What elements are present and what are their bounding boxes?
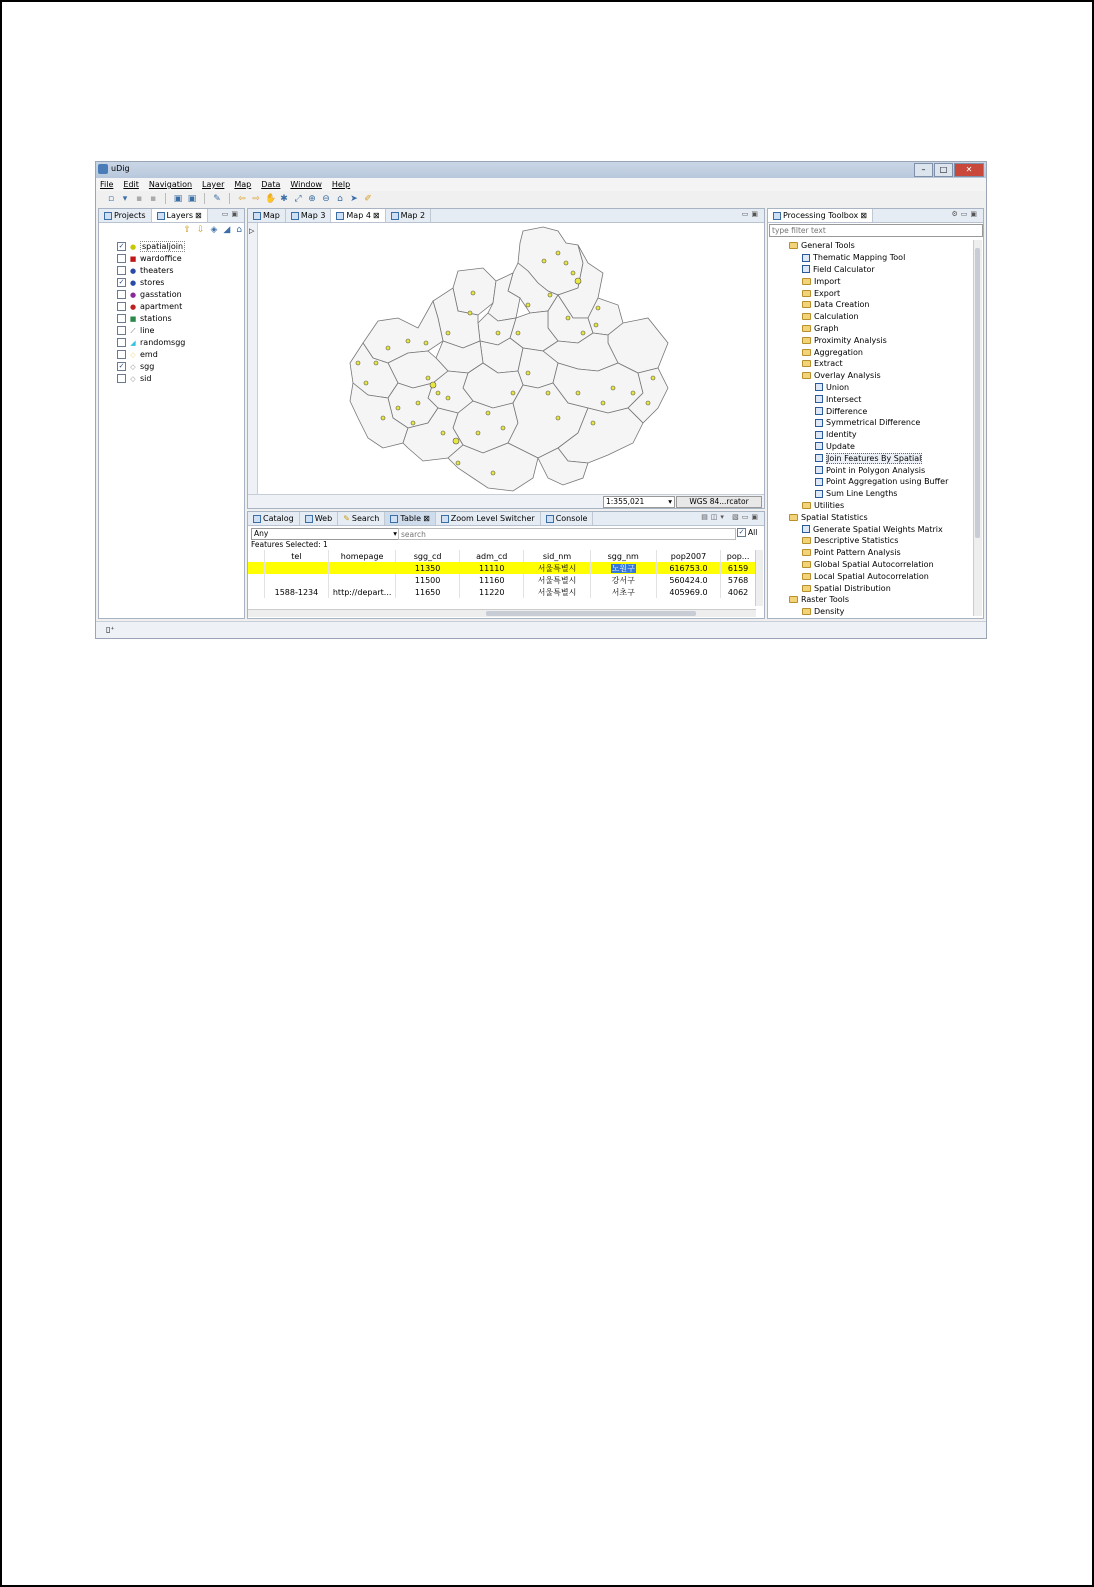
store-point[interactable] — [611, 386, 615, 390]
toolbox-folder[interactable] — [802, 287, 840, 299]
search-icon: ✎ — [343, 514, 350, 523]
store-point[interactable] — [374, 361, 378, 365]
tab-console[interactable]: Console — [541, 512, 594, 525]
table-panel — [247, 511, 765, 619]
scrollbar-thumb[interactable] — [975, 248, 980, 538]
map-icon — [336, 212, 344, 220]
commit-icon[interactable]: ▣ — [173, 193, 183, 204]
info-icon[interactable]: ✱ — [280, 193, 288, 204]
store-point[interactable] — [356, 361, 360, 365]
store-point[interactable] — [556, 251, 560, 255]
table-row[interactable]: 1588-1234 http://depart... 11650 11220 서울특별시 서초구 405969.0 4062 — [248, 586, 756, 598]
attribute-table-wrap — [248, 550, 756, 608]
folder-icon — [802, 360, 811, 367]
toolbox-tool[interactable] — [802, 264, 875, 276]
toolbox-tool[interactable] — [802, 252, 905, 264]
toolbox-folder[interactable] — [802, 570, 929, 582]
back-icon[interactable]: ⇦ — [238, 193, 246, 204]
layer-down-icon[interactable]: ⇩ — [196, 225, 205, 235]
chevron-down-icon: ▾ — [393, 529, 397, 538]
status-bar — [96, 621, 986, 638]
store-point[interactable] — [651, 376, 655, 380]
layer-item[interactable]: ◇ emd — [117, 349, 158, 360]
toolbox-tool[interactable] — [815, 441, 855, 453]
filter-select[interactable]: Any ▾ — [251, 528, 400, 540]
folder-icon — [802, 537, 811, 544]
projects-icon — [104, 212, 112, 220]
scale-combo[interactable]: 1:355,021 ▾ — [603, 496, 675, 508]
tool-icon — [815, 383, 823, 391]
save-all-icon[interactable]: ▪ — [149, 193, 157, 204]
layer-item[interactable]: ● theaters — [117, 265, 174, 276]
layers-panel — [98, 208, 245, 619]
layer-item[interactable]: ◇ sid — [117, 373, 151, 384]
layer-item[interactable]: ✓ ● stores — [118, 278, 165, 287]
toolbox-item-label: Intersect — [826, 394, 862, 404]
table-row[interactable]: 11500 11160 서울특별시 강서구 560424.0 5768 — [248, 574, 756, 586]
tab-table[interactable]: Table ⊠ — [385, 512, 435, 525]
layer-item[interactable]: ■ stations — [117, 313, 172, 324]
zoom-in-icon[interactable]: ⊕ — [308, 193, 316, 204]
point-symbol-icon: ● — [129, 290, 137, 299]
map-canvas[interactable] — [258, 223, 764, 495]
store-point[interactable] — [426, 376, 430, 380]
toolbox-item-label: Point Pattern Analysis — [814, 548, 901, 558]
toolbox-folder[interactable] — [802, 299, 870, 311]
save-icon[interactable]: ▪ — [135, 193, 143, 204]
toolbox-item-label: Global Spatial Autocorrelation — [814, 559, 934, 569]
tool-icon — [802, 265, 810, 273]
column-header[interactable]: sid_nm — [524, 550, 590, 562]
toolbox-item-label: Sum Line Lengths — [826, 489, 898, 499]
store-point[interactable] — [576, 391, 580, 395]
console-icon — [546, 515, 554, 523]
tab-map[interactable]: Map — [248, 209, 286, 222]
tool-icon — [815, 454, 823, 462]
panel-minmax-icons[interactable]: ▭▣ — [741, 210, 761, 218]
layer-item[interactable]: ● gasstation — [117, 289, 182, 300]
layers-icon — [157, 212, 165, 220]
toolbox-item-label: General Tools — [801, 241, 855, 251]
zoom-extent-icon[interactable]: ⤢ — [294, 193, 302, 204]
toolbox-tool[interactable] — [815, 417, 920, 429]
store-point[interactable] — [446, 396, 450, 400]
column-header[interactable]: adm_cd — [460, 550, 524, 562]
udig-window — [95, 161, 987, 639]
pan-icon[interactable]: ✋ — [265, 193, 277, 204]
toolbox-item-label: Thematic Mapping Tool — [813, 253, 906, 263]
home-icon[interactable]: ⌂ — [337, 193, 343, 204]
layer-item[interactable]: ⟋ line — [117, 325, 154, 336]
layer-remove-icon[interactable]: ⌂ — [236, 225, 242, 235]
toolbox-item-label: Density — [814, 607, 845, 617]
map-icon — [291, 212, 299, 220]
toolbox-item-label: Export — [814, 288, 841, 298]
toolbox-tool[interactable] — [815, 464, 925, 476]
toolbox-folder[interactable] — [802, 323, 839, 335]
toolbox-item-label: Point Aggregation using Buffer — [826, 477, 949, 487]
folder-icon — [802, 372, 811, 379]
layer-checkbox[interactable] — [117, 350, 126, 359]
toolbox-folder[interactable] — [802, 358, 843, 370]
toolbox-item-label: Spatial Statistics — [801, 512, 868, 522]
store-point[interactable] — [436, 391, 440, 395]
folder-icon — [802, 301, 811, 308]
panel-toolbar-icons[interactable]: ▤◫▾ ▧▭▣ — [701, 513, 761, 521]
store-point[interactable] — [575, 278, 581, 284]
udig-app-icon — [98, 164, 108, 174]
toolbox-filter-input[interactable] — [769, 224, 983, 237]
toolbox-folder[interactable] — [802, 547, 901, 559]
tab-layers[interactable]: Layers ⊠ — [152, 209, 208, 222]
point-symbol-icon: ● — [129, 302, 137, 311]
store-point[interactable] — [396, 406, 400, 410]
close-tab-icon[interactable]: ⊠ — [195, 211, 202, 220]
layer-checkbox[interactable]: ✓ — [118, 278, 125, 286]
tool-icon — [815, 478, 823, 486]
toolbox-item-label: Aggregation — [814, 347, 863, 357]
toolbox-item-label: Join Features By Spatial — [827, 453, 922, 463]
map-icon — [253, 212, 261, 220]
tab-web[interactable]: Web — [300, 512, 338, 525]
column-header[interactable]: tel — [264, 550, 329, 562]
store-point[interactable] — [511, 391, 515, 395]
tool-icon — [815, 442, 823, 450]
menu-layer[interactable]: Layer — [202, 180, 225, 189]
catalog-icon — [253, 515, 261, 523]
toolbox-item-label: Graph — [814, 323, 839, 333]
toolbox-item-label: Descriptive Statistics — [814, 536, 899, 546]
toolbox-item-label: Utilities — [814, 500, 845, 510]
main-toolbar — [96, 191, 986, 206]
store-point[interactable] — [386, 346, 390, 350]
store-point[interactable] — [501, 426, 505, 430]
store-point[interactable] — [516, 331, 520, 335]
store-point[interactable] — [406, 339, 410, 343]
minimize-button[interactable]: – — [914, 163, 933, 177]
table-vertical-scrollbar[interactable] — [755, 550, 763, 606]
tool-icon — [815, 466, 823, 474]
zoom-out-icon[interactable]: ⊖ — [322, 193, 330, 204]
toolbox-folder[interactable] — [802, 559, 934, 571]
toolbox-item-label: Data Creation — [814, 300, 870, 310]
store-point[interactable] — [446, 331, 450, 335]
draw-icon[interactable]: ✐ — [364, 193, 372, 204]
toolbox-folder[interactable] — [802, 311, 859, 323]
store-point[interactable] — [381, 416, 385, 420]
toolbox-scrollbar[interactable] — [973, 240, 982, 616]
store-point[interactable] — [581, 331, 585, 335]
toolbox-folder[interactable] — [802, 334, 887, 346]
toolbox-tool[interactable] — [815, 393, 861, 405]
title-bar — [96, 162, 986, 178]
processing-toolbox-panel — [767, 208, 984, 619]
menu-help[interactable]: Help — [331, 180, 351, 189]
store-point[interactable] — [546, 391, 550, 395]
folder-icon — [802, 325, 811, 332]
expand-arrow-icon[interactable]: ▷ — [249, 227, 255, 235]
menu-window[interactable]: Window — [290, 180, 322, 189]
edit-icon[interactable]: ✎ — [213, 193, 221, 204]
toolbox-item-label: Point in Polygon Analysis — [826, 465, 926, 475]
polygon-symbol-icon: ◇ — [130, 374, 136, 383]
column-header[interactable]: sgg_nm — [590, 550, 656, 562]
column-header[interactable]: pop... — [721, 550, 756, 562]
layer-checkbox[interactable] — [117, 374, 126, 383]
folder-icon — [789, 514, 798, 521]
tool-icon — [802, 254, 810, 262]
close-tab-icon[interactable]: ⊠ — [423, 514, 430, 523]
polygon-symbol-icon: ◢ — [130, 338, 136, 347]
tab-catalog[interactable]: Catalog — [248, 512, 300, 525]
folder-icon — [789, 242, 798, 249]
toolbox-tree — [768, 240, 973, 618]
toolbox-tool[interactable] — [815, 382, 849, 394]
store-point[interactable] — [496, 331, 500, 335]
layer-up-icon[interactable]: ⇧ — [183, 225, 191, 235]
toolbox-item-label: Overlay Analysis — [814, 371, 881, 381]
store-point[interactable] — [486, 411, 490, 415]
store-point[interactable] — [468, 311, 472, 315]
tab-processing-toolbox[interactable]: Processing Toolbox ⊠ — [768, 209, 873, 222]
folder-icon — [802, 290, 811, 297]
layer-style-icon[interactable]: ◈ — [210, 225, 218, 235]
layer-checkbox[interactable] — [117, 338, 126, 347]
tab-map-2[interactable]: Map 2 — [386, 209, 432, 222]
store-point[interactable] — [411, 421, 415, 425]
toolbox-item-label: Proximity Analysis — [814, 335, 887, 345]
store-point[interactable] — [526, 303, 530, 307]
polygon-symbol-icon: ◇ — [130, 362, 136, 371]
layer-checkbox[interactable] — [117, 302, 126, 311]
layer-checkbox[interactable] — [117, 326, 126, 335]
tab-map-4[interactable]: Map 4 ⊠ — [331, 209, 385, 222]
square-symbol-icon: ■ — [129, 314, 137, 323]
toolbox-tabbar — [768, 209, 983, 223]
layer-item[interactable]: ◢ randomsgg — [117, 337, 185, 348]
store-point[interactable] — [416, 401, 420, 405]
search-input[interactable] — [398, 528, 736, 540]
zoom-switcher-icon — [441, 515, 449, 523]
map-statusbar — [248, 494, 764, 508]
line-symbol-icon: ⟋ — [130, 326, 136, 335]
close-button[interactable]: ✕ — [954, 163, 984, 177]
store-point[interactable] — [594, 323, 598, 327]
store-point[interactable] — [548, 293, 552, 297]
store-point[interactable] — [471, 291, 475, 295]
folder-icon — [802, 561, 811, 568]
toolbox-item-label: Identity — [826, 430, 857, 440]
web-icon — [305, 515, 313, 523]
toolbox-folder[interactable] — [789, 240, 855, 252]
layer-add-icon[interactable]: ◢ — [223, 225, 231, 235]
window-title: uDig — [111, 164, 130, 173]
toolbox-item-label: Raster Tools — [801, 595, 850, 605]
store-point[interactable] — [542, 259, 546, 263]
toolbox-folder[interactable] — [802, 346, 863, 358]
tab-map-3[interactable]: Map 3 — [286, 209, 332, 222]
toolbox-item-label: Spatial Distribution — [814, 583, 891, 593]
table-icon — [390, 515, 398, 523]
bottom-tabbar — [248, 512, 764, 526]
dropdown-icon[interactable]: ▾ — [122, 193, 128, 204]
map-tabbar — [248, 209, 764, 223]
select-icon[interactable]: ➤ — [350, 193, 358, 204]
store-point[interactable] — [631, 391, 635, 395]
store-point[interactable] — [596, 306, 600, 310]
store-point[interactable] — [564, 261, 568, 265]
folder-icon — [802, 549, 811, 556]
toolbox-tool[interactable] — [815, 452, 922, 464]
point-symbol-icon: ● — [129, 278, 137, 287]
tool-icon — [815, 490, 823, 498]
layer-checkbox[interactable]: ✓ — [118, 242, 125, 250]
layers-toolbar — [183, 225, 242, 235]
folder-icon — [802, 278, 811, 285]
column-header[interactable]: pop2007 — [656, 550, 720, 562]
tool-icon — [815, 419, 823, 427]
folder-icon — [802, 502, 811, 509]
map-panel — [247, 208, 765, 509]
panel-minmax-icons[interactable]: ▭▣ — [221, 210, 241, 218]
store-point[interactable] — [424, 341, 428, 345]
layer-item[interactable]: ✓ ◇ sgg — [118, 362, 155, 371]
layer-checkbox[interactable] — [117, 266, 126, 275]
toolbox-folder[interactable] — [802, 606, 844, 618]
layer-checkbox[interactable] — [117, 254, 126, 263]
toolbox-item-label: Calculation — [814, 312, 859, 322]
layer-item[interactable]: ■ wardoffice — [117, 253, 182, 264]
toolbox-tool[interactable] — [815, 476, 948, 488]
point-symbol-icon: ● — [129, 242, 137, 251]
fast-view-icon[interactable]: ▯⁺ — [106, 625, 115, 634]
store-point[interactable] — [441, 431, 445, 435]
store-point[interactable] — [456, 461, 460, 465]
table-header — [248, 550, 756, 562]
column-header[interactable]: sgg_cd — [396, 550, 460, 562]
toolbox-item-label: Difference — [826, 406, 868, 416]
toolbox-item-label: Extract — [814, 359, 843, 369]
tool-icon — [802, 525, 810, 533]
menu-map[interactable]: Map — [234, 180, 252, 189]
panel-minmax-icons[interactable]: ⚙▭▣ — [951, 210, 980, 218]
folder-icon — [802, 585, 811, 592]
maximize-button[interactable]: □ — [934, 163, 953, 177]
tab-projects[interactable]: Projects — [99, 209, 152, 222]
toolbox-folder[interactable] — [802, 500, 844, 512]
store-point[interactable] — [491, 471, 495, 475]
store-point[interactable] — [571, 271, 575, 275]
layer-item[interactable]: ● apartment — [117, 301, 182, 312]
toolbox-folder[interactable] — [789, 511, 868, 523]
crs-button[interactable]: WGS 84...rcator — [676, 496, 762, 508]
folder-icon — [802, 313, 811, 320]
new-icon[interactable]: ▫ — [107, 193, 115, 204]
close-tab-icon[interactable]: ⊠ — [372, 211, 380, 220]
toolbox-item-label: Generate Spatial Weights Matrix — [813, 524, 943, 534]
toolbox-folder[interactable] — [789, 594, 849, 606]
tab-zoom-level-switcher[interactable]: Zoom Level Switcher — [436, 512, 541, 525]
store-point[interactable] — [591, 421, 595, 425]
toolbox-item-label: Field Calculator — [813, 264, 875, 274]
polygon-symbol-icon: ◇ — [130, 350, 136, 359]
toolbox-item-label: Union — [826, 382, 850, 392]
store-point[interactable] — [601, 401, 605, 405]
toolbox-tool[interactable] — [802, 523, 943, 535]
store-point[interactable] — [430, 382, 436, 388]
layers-tabbar — [99, 209, 244, 223]
store-point[interactable] — [556, 416, 560, 420]
map-icon — [391, 212, 399, 220]
tab-search[interactable]: ✎ Search — [338, 512, 385, 525]
store-point[interactable] — [566, 316, 570, 320]
chevron-down-icon: ▾ — [668, 497, 672, 506]
toolbox-tool[interactable] — [815, 429, 857, 441]
column-header[interactable]: homepage — [329, 550, 396, 562]
folder-icon — [802, 573, 811, 580]
tool-icon — [815, 395, 823, 403]
menu-navigation[interactable]: Navigation — [148, 180, 193, 189]
attribute-table — [248, 550, 756, 598]
folder-icon — [802, 349, 811, 356]
store-point[interactable] — [526, 371, 530, 375]
menu-data[interactable]: Data — [261, 180, 281, 189]
toolbox-item-label: Local Spatial Autocorrelation — [814, 571, 929, 581]
toolbox-folder[interactable] — [802, 275, 841, 287]
menu-edit[interactable]: Edit — [123, 180, 139, 189]
toolbox-item-label: Import — [814, 276, 841, 286]
table-horizontal-scrollbar[interactable] — [248, 609, 756, 617]
map-side-strip — [248, 223, 258, 494]
toolbox-item-label: Symmetrical Difference — [826, 418, 921, 428]
menu-file[interactable]: File — [100, 180, 114, 189]
tool-icon — [815, 407, 823, 415]
store-point[interactable] — [453, 438, 459, 444]
layer-checkbox[interactable] — [117, 290, 126, 299]
folder-icon — [802, 608, 811, 615]
revert-icon[interactable]: ▣ — [187, 193, 197, 204]
folder-icon — [802, 337, 811, 344]
toolbox-tool[interactable] — [815, 405, 867, 417]
toolbox-item-label: Update — [826, 441, 855, 451]
table-row[interactable]: 11350 11110 서울특별시 노원구 616753.0 6159 — [248, 562, 756, 574]
all-checkbox[interactable]: ✓ All — [738, 528, 758, 537]
toolbox-icon — [773, 212, 781, 220]
tool-icon — [815, 431, 823, 439]
square-symbol-icon: ■ — [129, 254, 137, 263]
toolbox-tool[interactable] — [815, 488, 897, 500]
toolbox-folder[interactable] — [802, 370, 881, 382]
folder-icon — [789, 596, 798, 603]
scrollbar-thumb[interactable] — [486, 611, 696, 616]
store-point[interactable] — [476, 431, 480, 435]
store-point[interactable] — [364, 381, 368, 385]
toolbox-folder[interactable] — [802, 535, 898, 547]
forward-icon[interactable]: ⇨ — [252, 193, 260, 204]
layer-checkbox[interactable]: ✓ — [118, 362, 125, 370]
close-tab-icon[interactable]: ⊠ — [860, 211, 867, 220]
menu-bar — [96, 178, 986, 191]
layer-item[interactable]: ✓ ● spatialjoin — [118, 242, 184, 251]
toolbox-folder[interactable] — [802, 582, 891, 594]
features-selected-label: Features Selected: 1 — [251, 540, 328, 549]
point-symbol-icon: ● — [129, 266, 137, 275]
layer-checkbox[interactable] — [117, 314, 126, 323]
store-point[interactable] — [646, 401, 650, 405]
